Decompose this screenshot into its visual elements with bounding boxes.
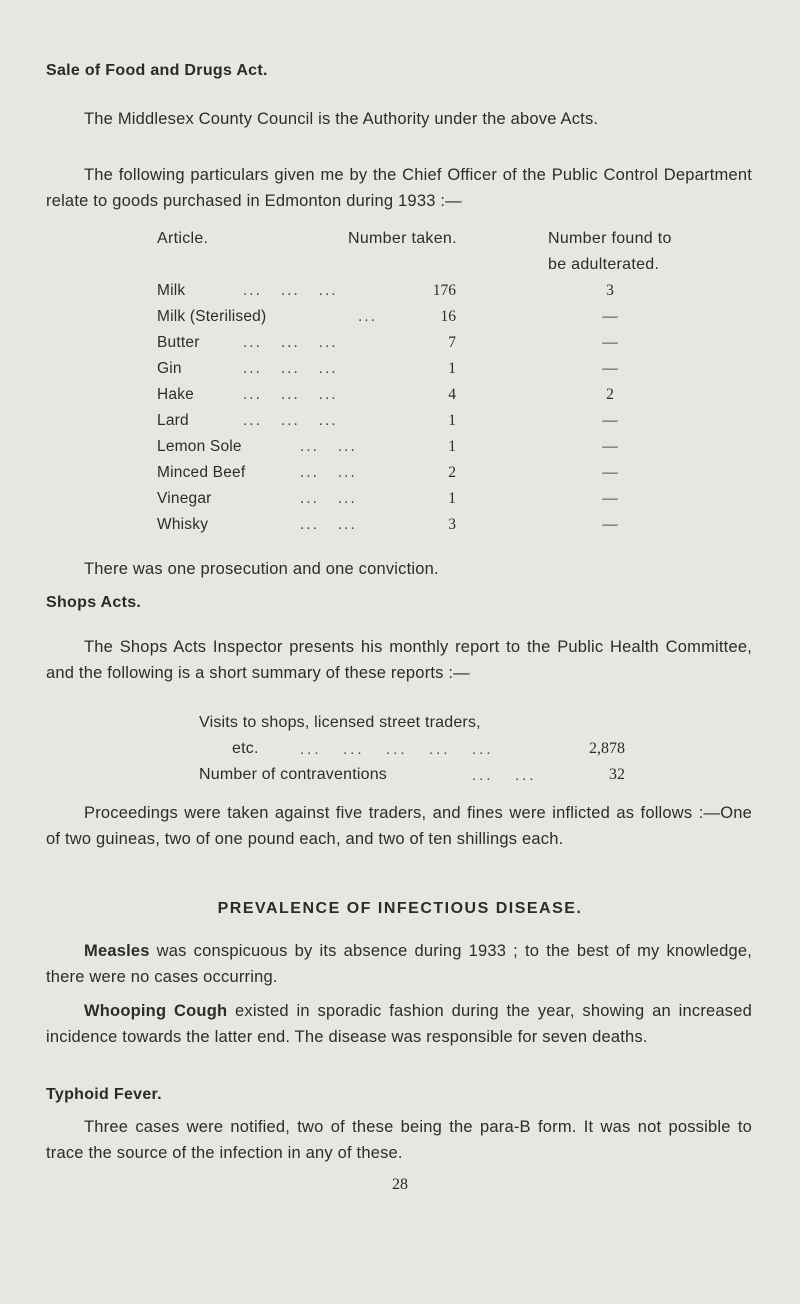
row-number-taken: 1 (448, 412, 456, 429)
row-number-found: — (602, 464, 618, 481)
paragraph-proceedings: Proceedings were taken against five traders, and fines were inflicted as follows :—One of two guineas, two of one pound each, and two of ten shillings each. (46, 804, 752, 848)
table-header-number-taken: Number taken. (348, 230, 457, 247)
row-number-found: — (602, 516, 618, 533)
row-number-taken: 4 (448, 386, 456, 403)
row-leader-dots: ... ... ... (243, 412, 338, 429)
row-article: Milk (Sterilised) (157, 308, 267, 325)
row-number-taken: 1 (448, 360, 456, 377)
row-number-taken: 1 (448, 490, 456, 507)
row-number-found: — (602, 490, 618, 507)
table-row (0, 386, 800, 410)
section-heading-shops-acts: Shops Acts. (46, 594, 142, 611)
paragraph-particulars: The following particulars given me by the Chief Officer of the Public Control Department relate to goods purchased in Edmonton during 1933 :— (46, 166, 752, 210)
table-row (0, 308, 800, 332)
summary-leader-dots: ... ... (472, 767, 537, 784)
row-leader-dots: ... ... (300, 438, 357, 455)
row-article: Hake (157, 386, 194, 403)
row-leader-dots: ... ... (300, 464, 357, 481)
page-number: 28 (392, 1176, 408, 1193)
row-leader-dots: ... (358, 308, 377, 325)
table-header-article: Article. (157, 230, 209, 247)
row-leader-dots: ... ... ... (243, 334, 338, 351)
paragraph-measles (46, 938, 752, 990)
whooping-cough-text: existed in sporadic fashion during the year, showing an increased incidence towards the latter end. The disease was responsible for seven deaths. (46, 1002, 752, 1046)
table-row (0, 516, 800, 540)
row-number-taken: 16 (440, 308, 456, 325)
row-number-found: — (602, 308, 618, 325)
section-heading-sale-food-drugs: Sale of Food and Drugs Act. (46, 62, 268, 79)
row-number-found: — (602, 412, 618, 429)
row-leader-dots: ... ... ... (243, 386, 338, 403)
summary-contraventions-value: 32 (609, 766, 625, 783)
summary-contraventions-label: Number of contraventions (199, 766, 388, 783)
table-header-found-line1: Number found to (548, 230, 672, 247)
summary-leader-dots: ... ... ... ... ... (300, 741, 494, 758)
table-header-found-line2: be adulterated. (548, 256, 660, 273)
table-row (0, 334, 800, 358)
row-leader-dots: ... ... (300, 490, 357, 507)
paragraph-authority: The Middlesex County Council is the Authority under the above Acts. (84, 110, 599, 128)
paragraph-typhoid: Three cases were notified, two of these being the para-B form. It was not possible to trace the source of the infection in any of these. (46, 1118, 752, 1162)
row-number-found: 2 (606, 386, 614, 403)
table-row (0, 412, 800, 436)
summary-visits-label-line1: Visits to shops, licensed street traders, (199, 714, 481, 731)
row-number-taken: 1 (448, 438, 456, 455)
row-number-taken: 2 (448, 464, 456, 481)
row-article: Lemon Sole (157, 438, 242, 455)
section-heading-typhoid: Typhoid Fever. (46, 1086, 162, 1103)
row-article: Milk (157, 282, 186, 299)
section-heading-prevalence: PREVALENCE OF INFECTIOUS DISEASE. (217, 900, 583, 917)
table-row (0, 438, 800, 462)
paragraph-prosecution: There was one prosecution and one conviction. (84, 560, 439, 578)
row-article: Minced Beef (157, 464, 246, 481)
paragraph-shops-report: The Shops Acts Inspector presents his monthly report to the Public Health Committee, and the following is a short summary of these reports :— (46, 638, 752, 682)
table-row (0, 360, 800, 384)
row-number-taken: 7 (448, 334, 456, 351)
paragraph-whooping-cough (46, 998, 752, 1050)
row-article: Lard (157, 412, 189, 429)
row-number-found: — (602, 360, 618, 377)
table-row (0, 464, 800, 488)
row-number-found: — (602, 334, 618, 351)
row-leader-dots: ... ... (300, 516, 357, 533)
row-number-found: 3 (606, 282, 614, 299)
row-article: Butter (157, 334, 200, 351)
whooping-cough-lead: Whooping Cough (84, 1002, 228, 1020)
summary-visits-label-line2: etc. (232, 740, 259, 757)
row-article: Whisky (157, 516, 209, 533)
row-number-taken: 3 (448, 516, 456, 533)
row-number-found: — (602, 438, 618, 455)
table-row (0, 282, 800, 306)
row-article: Gin (157, 360, 182, 377)
row-number-taken: 176 (432, 282, 456, 299)
row-leader-dots: ... ... ... (243, 360, 338, 377)
row-article: Vinegar (157, 490, 212, 507)
table-row (0, 490, 800, 514)
row-leader-dots: ... ... ... (243, 282, 338, 299)
measles-lead: Measles (84, 942, 150, 960)
summary-visits-value: 2,878 (589, 740, 625, 757)
measles-text: was conspicuous by its absence during 1933 ; to the best of my knowledge, there were no cases occurring. (46, 942, 752, 986)
